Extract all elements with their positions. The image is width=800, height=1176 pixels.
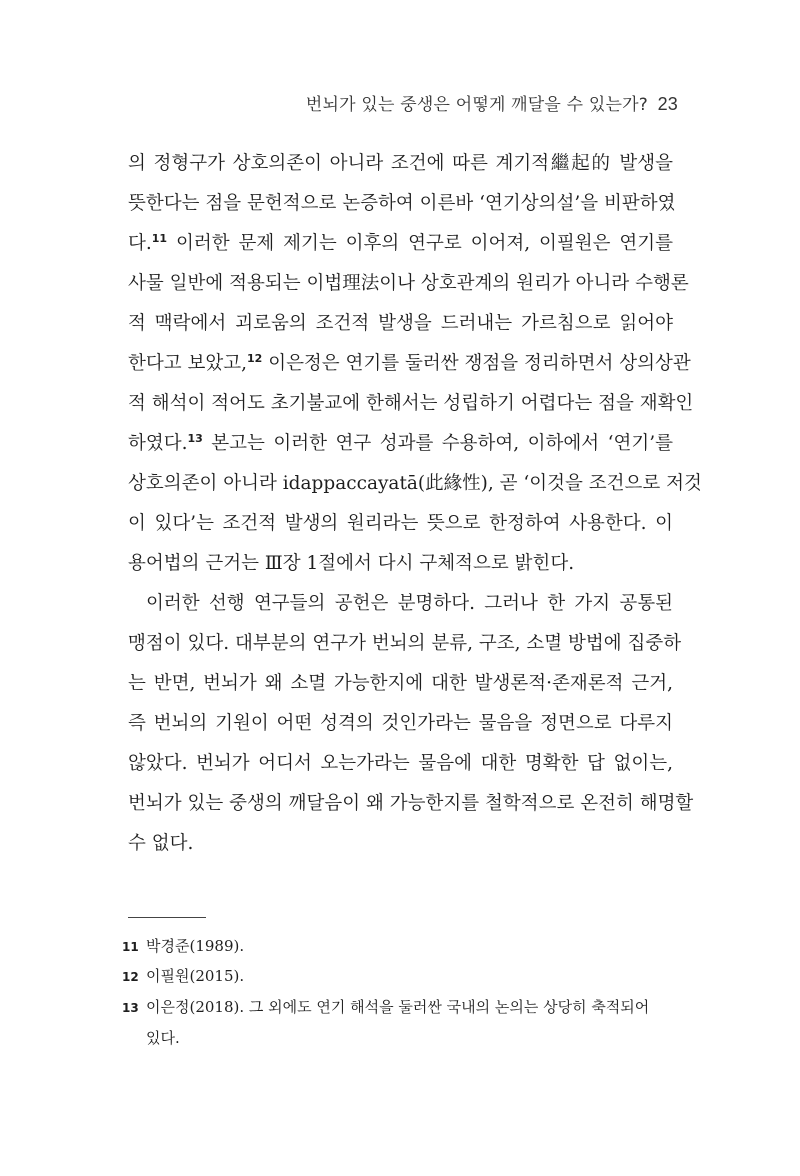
line-text: 한다고 보았고,	[128, 353, 247, 374]
body-line: 이러한 선행 연구들의 공헌은 분명하다. 그러나 한 가지 공통된	[146, 593, 673, 614]
body-line: 이 있다’는 조건적 발생의 원리라는 뜻으로 한정하여 사용한다. 이	[128, 513, 673, 534]
body-line: 사물 일반에 적용되는 이법理法이나 상호관계의 원리가 아니라 수행론	[128, 273, 689, 294]
footnote-number: 13	[122, 1001, 139, 1015]
footnote-ref-13[interactable]: 13	[187, 432, 203, 445]
footnote-number: 11	[122, 940, 139, 954]
footnote-13-continued: 있다.	[146, 1029, 180, 1047]
footnote-12	[122, 966, 682, 987]
body-line	[128, 352, 691, 376]
footnote-text: 이은정(2018). 그 외에도 연기 해석을 둘러싼 국내의 논의는 상당히 축적되어	[146, 998, 650, 1016]
footnote-text: 박경준(1989).	[146, 937, 245, 955]
body-line	[128, 432, 673, 456]
body-line: 용어법의 근거는 Ⅲ장 1절에서 다시 구체적으로 밝힌다.	[128, 553, 575, 574]
footnote-ref-11[interactable]: 11	[151, 232, 168, 245]
footnote-separator	[128, 917, 206, 918]
footnote-13	[122, 997, 682, 1018]
running-title: 번뇌가 있는 중생은 어떻게 깨달을 수 있는가?	[305, 95, 648, 115]
footnote-ref-12[interactable]: 12	[247, 352, 263, 365]
body-line: 적 해석이 적어도 초기불교에 한해서는 성립하기 어렵다는 점을 재확인	[128, 393, 694, 414]
body-line: 는 반면, 번뇌가 왜 소멸 가능한지에 대한 발생론적·존재론적 근거,	[128, 673, 673, 694]
body-line: 맹점이 있다. 대부분의 연구가 번뇌의 분류, 구조, 소멸 방법에 집중하	[128, 633, 682, 654]
line-text: 이은정은 연기를 둘러싼 쟁점을 정리하면서 상의상관	[262, 353, 691, 374]
line-text: 하였다.	[128, 433, 188, 454]
body-line: 상호의존이 아니라 idappaccayatā(此緣性), 곧 ‘이것을 조건으로 저것	[128, 473, 702, 494]
running-header	[306, 90, 678, 115]
body-line: 번뇌가 있는 중생의 깨달음이 왜 가능한지를 철학적으로 온전히 해명할	[128, 793, 694, 814]
footnote-number: 12	[122, 970, 139, 984]
body-line: 않았다. 번뇌가 어디서 오는가라는 물음에 대한 명확한 답 없이는,	[128, 753, 673, 774]
line-text: 본고는 이러한 연구 성과를 수용하여, 이하에서 ‘연기’를	[202, 433, 673, 454]
body-line: 의 정형구가 상호의존이 아니라 조건에 따른 계기적繼起的 발생을	[128, 153, 673, 174]
body-line: 즉 번뇌의 기원이 어떤 성격의 것인가라는 물음을 정면으로 다루지	[128, 713, 673, 734]
line-text: 다.	[128, 233, 152, 254]
body-line	[128, 232, 673, 256]
body-line: 수 없다.	[128, 833, 194, 854]
line-text: 이러한 문제 제기는 이후의 연구로 이어져, 이필원은 연기를	[167, 233, 673, 254]
footnote-11	[122, 936, 682, 957]
body-line: 적 맥락에서 괴로움의 조건적 발생을 드러내는 가르침으로 읽어야	[128, 313, 673, 334]
page-number: 23	[657, 94, 678, 114]
body-line: 뜻한다는 점을 문헌적으로 논증하여 이른바 ‘연기상의설’을 비판하였	[128, 193, 676, 214]
footnote-text: 이필원(2015).	[146, 967, 245, 985]
